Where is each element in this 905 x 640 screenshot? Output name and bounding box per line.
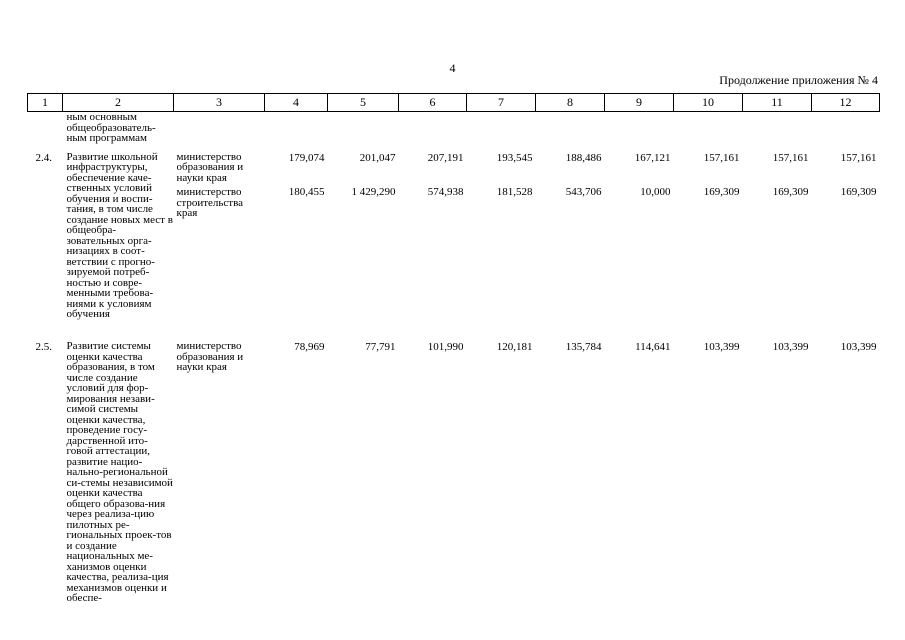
value-cell: 103,399 <box>772 341 809 353</box>
row-index: 2.4. <box>35 151 52 164</box>
col-header: 8 <box>536 94 605 112</box>
value-cell: 207,191 <box>427 151 464 164</box>
row-index: 2.5. <box>35 341 52 353</box>
value-cell: 167,121 <box>634 151 671 164</box>
executor: министерство образования и науки края <box>176 150 244 184</box>
value-cell: 135,784 <box>565 341 602 353</box>
value-cell: 543,706 <box>565 186 602 198</box>
col-header: 2 <box>63 94 174 112</box>
col-header: 11 <box>743 94 812 112</box>
value-cell: 157,161 <box>772 151 809 164</box>
table-row <box>28 341 880 604</box>
page-number: 4 <box>449 61 456 75</box>
value-cell: 77,791 <box>365 341 396 353</box>
carry-text: ным основным общеобразователь-ным программам <box>66 111 156 144</box>
value-cell: 157,161 <box>703 151 740 164</box>
value-cell: 10,000 <box>640 186 671 198</box>
col-header: 4 <box>265 94 328 112</box>
col-header: 3 <box>174 94 265 112</box>
value-cell: 157,161 <box>840 151 877 164</box>
value-cell: 120,181 <box>496 341 533 353</box>
value-cell: 169,309 <box>772 186 809 198</box>
executor: министерство образования и науки края <box>176 340 244 373</box>
value-cell: 103,399 <box>840 341 877 353</box>
value-cell: 201,047 <box>359 151 396 164</box>
value-cell: 103,399 <box>703 341 740 353</box>
col-header: 7 <box>467 94 536 112</box>
row-description: Развитие школьной инфраструктуры, обеспечение каче-ственных условий обучения и воспи-тания, в том числе создание новых мест в общеобра-зовательных орга-низациях в соот-ветствии с прогно-зируемой потреб-ностью и совре-менными требова-ниями к условиям обучения <box>66 150 173 320</box>
col-header: 5 <box>328 94 399 112</box>
value-cell: 180,455 <box>288 186 325 198</box>
value-cell: 114,641 <box>635 341 671 353</box>
executor: министерство строительства края <box>176 186 244 219</box>
row-description: Развитие системы оценки качества образования, в том числе создание условий для фор-мирования незави-симой системы оценки качества, проведение госу-дарственной ито-говой аттестации, развитие нацио-нально-региональной си-стемы независимой оценки качества общего образова-ния через реализа-цию пилотных ре-гиональных проек-тов и создание национальных ме-ханизмов оценки качества, реализа-ция механизмов оценки и обеспе- <box>66 340 173 604</box>
value-cell: 169,309 <box>840 186 877 198</box>
value-cell: 574,938 <box>427 186 464 198</box>
col-header: 6 <box>399 94 467 112</box>
col-header: 12 <box>812 94 880 112</box>
col-header: 10 <box>674 94 743 112</box>
value-cell: 78,969 <box>294 341 325 353</box>
data-table <box>27 93 880 604</box>
value-cell: 169,309 <box>703 186 740 198</box>
col-header: 9 <box>605 94 674 112</box>
value-cell: 179,074 <box>288 151 325 164</box>
value-cell: 101,990 <box>427 341 464 353</box>
table-row <box>28 152 880 184</box>
continuation-label: Продолжение приложения № 4 <box>719 73 878 87</box>
value-cell: 188,486 <box>565 151 602 164</box>
value-cell: 1 429,290 <box>351 186 396 198</box>
col-header: 1 <box>28 94 63 112</box>
column-number-row <box>28 94 880 112</box>
value-cell: 193,545 <box>496 151 533 164</box>
value-cell: 181,528 <box>496 186 533 198</box>
carry-row <box>28 112 880 144</box>
